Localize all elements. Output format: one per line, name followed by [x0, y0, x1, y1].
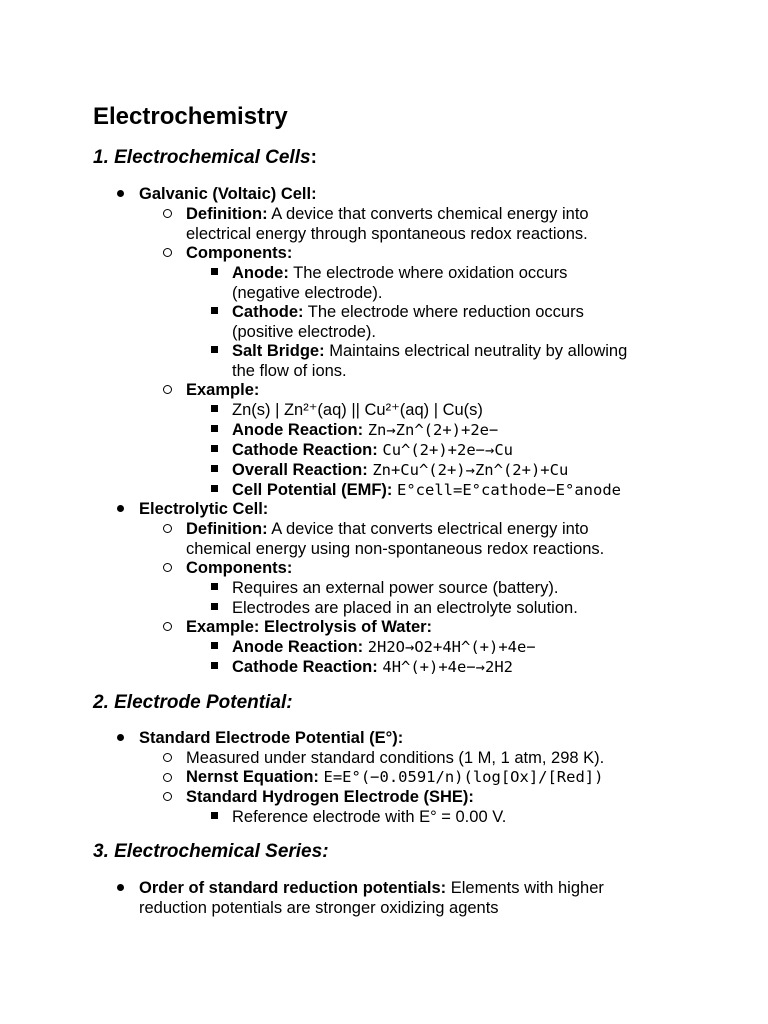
electrolytic-component-1: Requires an external power source (battery). [232, 579, 559, 597]
bullet-circle-icon [163, 773, 172, 782]
galvanic-definition: Definition: A device that converts chemical energy into [186, 205, 589, 223]
bullet-square-icon [211, 465, 218, 472]
bullet-square-icon [211, 405, 218, 412]
galvanic-definition-cont: electrical energy through spontaneous redox reactions. [186, 225, 588, 243]
electrolysis-anode-reaction: Anode Reaction: 2H2O→O2+4H^(+)+4e− [232, 638, 536, 656]
electrolytic-example-label: Example: Electrolysis of Water: [186, 618, 433, 636]
section-heading-1-text: 1. Electrochemical Cells [93, 147, 311, 168]
galvanic-overall-reaction: Overall Reaction: Zn+Cu^(2+)→Zn^(2+)+Cu [232, 461, 569, 479]
galvanic-cell-potential: Cell Potential (EMF): E°cell=E°cathode−E°anode [232, 481, 621, 499]
standard-electrode-potential-label: Standard Electrode Potential (E°): [139, 729, 404, 747]
anode-definition: Anode: The electrode where oxidation occurs [232, 264, 568, 282]
bullet-square-icon [211, 445, 218, 452]
electrolytic-component-2: Electrodes are placed in an electrolyte solution. [232, 599, 578, 617]
cell-notation: Zn(s) | Zn²⁺(aq) || Cu²⁺(aq) | Cu(s) [232, 401, 483, 419]
bullet-square-icon [211, 662, 218, 669]
galvanic-cell-label: Galvanic (Voltaic) Cell: [139, 185, 317, 203]
bullet-circle-icon [163, 622, 172, 631]
bullet-square-icon [211, 307, 218, 314]
bullet-circle-icon [163, 563, 172, 572]
bullet-square-icon [211, 812, 218, 819]
bullet-square-icon [211, 642, 218, 649]
bullet-square-icon [211, 268, 218, 275]
bullet-circle-icon [163, 209, 172, 218]
section-heading-1-colon: : [310, 147, 317, 168]
section-heading-3: 3. Electrochemical Series: [93, 841, 329, 862]
galvanic-components-label: Components: [186, 244, 293, 262]
reduction-potentials-order-cont: reduction potentials are stronger oxidizing agents [139, 899, 499, 917]
bullet-circle-icon [163, 792, 172, 801]
bullet-square-icon [211, 425, 218, 432]
salt-bridge-definition: Salt Bridge: Maintains electrical neutrality by allowing [232, 342, 628, 360]
section-heading-2: 2. Electrode Potential: [93, 692, 293, 713]
galvanic-anode-reaction: Anode Reaction: Zn→Zn^(2+)+2e− [232, 421, 499, 439]
galvanic-example-label: Example: [186, 381, 260, 399]
bullet-square-icon [211, 485, 218, 492]
salt-bridge-definition-cont: the flow of ions. [232, 362, 347, 380]
nernst-equation: Nernst Equation: E=E°(−0.0591/n)(log[Ox]/[Red]) [186, 768, 604, 786]
bullet-circle-icon [163, 524, 172, 533]
electrolytic-definition: Definition: A device that converts electrical energy into [186, 520, 589, 538]
bullet-circle-icon [163, 753, 172, 762]
bullet-circle-icon [163, 385, 172, 394]
electrolytic-definition-cont: chemical energy using non-spontaneous redox reactions. [186, 540, 605, 558]
cathode-definition-cont: (positive electrode). [232, 323, 376, 341]
bullet-square-icon [211, 583, 218, 590]
she-label: Standard Hydrogen Electrode (SHE): [186, 788, 474, 806]
bullet-square-icon [211, 346, 218, 353]
bullet-disc-icon [117, 190, 124, 197]
bullet-disc-icon [117, 505, 124, 512]
document-title: Electrochemistry [93, 103, 288, 130]
reduction-potentials-order: Order of standard reduction potentials: Elements with higher [139, 879, 604, 897]
bullet-disc-icon [117, 734, 124, 741]
electrolysis-cathode-reaction: Cathode Reaction: 4H^(+)+4e−→2H2 [232, 658, 514, 676]
section-heading-1 [93, 146, 317, 170]
electrolytic-cell-label: Electrolytic Cell: [139, 500, 269, 518]
she-reference-text: Reference electrode with E° = 0.00 V. [232, 808, 507, 826]
cathode-definition: Cathode: The electrode where reduction occurs [232, 303, 584, 321]
galvanic-cathode-reaction: Cathode Reaction: Cu^(2+)+2e−→Cu [232, 441, 514, 459]
anode-definition-cont: (negative electrode). [232, 284, 383, 302]
electrolytic-components-label: Components: [186, 559, 293, 577]
bullet-disc-icon [117, 884, 124, 891]
bullet-square-icon [211, 603, 218, 610]
bullet-circle-icon [163, 248, 172, 257]
standard-conditions-text: Measured under standard conditions (1 M, 1 atm, 298 K). [186, 749, 605, 767]
